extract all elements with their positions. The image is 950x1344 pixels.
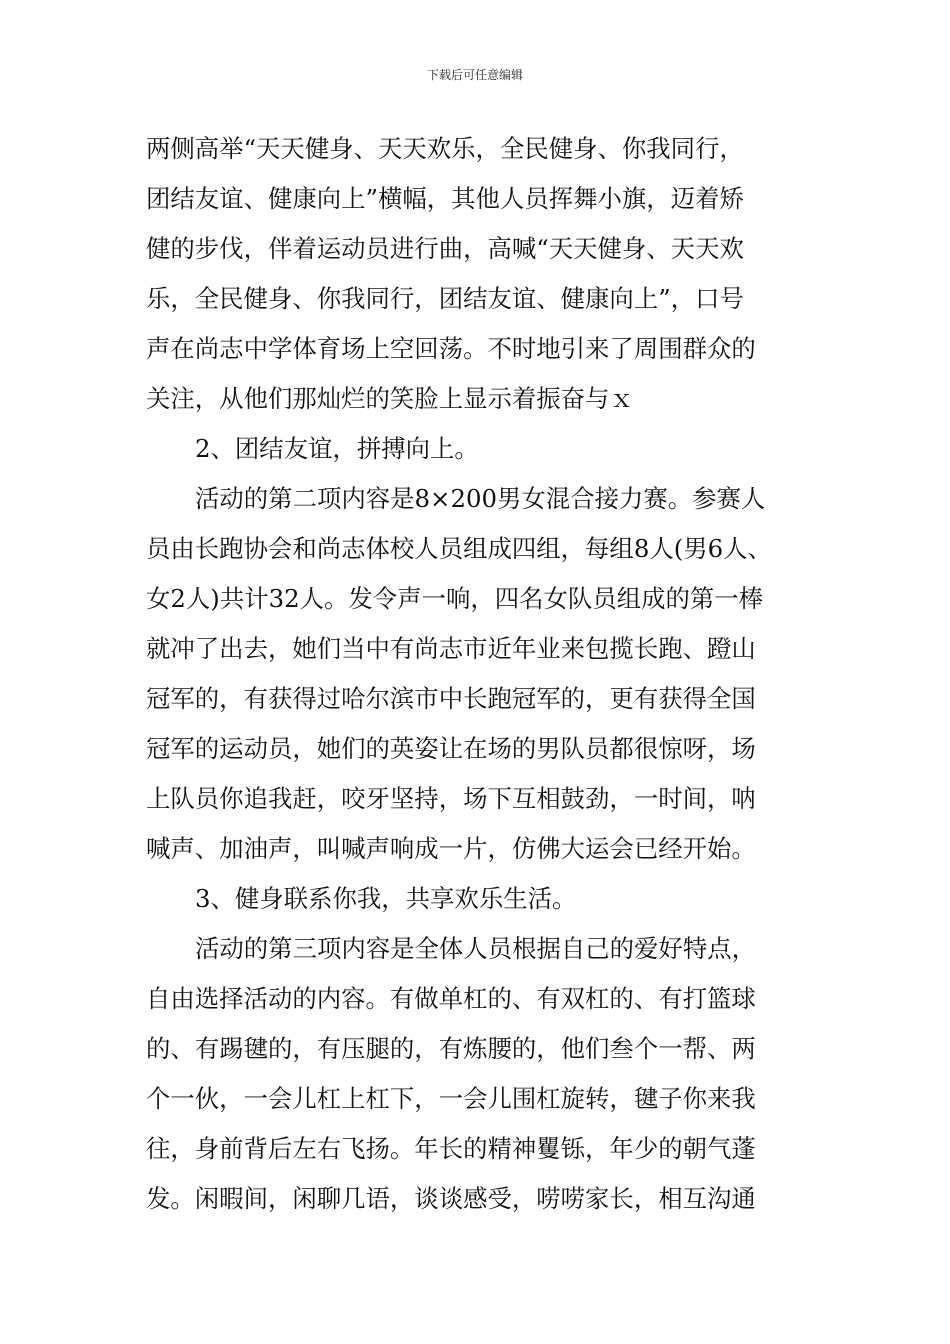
section-heading: 3、健身联系你我，共享欢乐生活。 [195,884,577,913]
text-line: 关注，从他们那灿烂的笑脸上显示着振奋与ｘ [146,384,634,413]
text-line: 两侧高举“天天健身、天天欢乐，全民健身、你我同行， [146,134,744,163]
text-line: 就冲了出去，她们当中有尚志市近年业来包揽长跑、蹬山 [146,634,756,663]
text-line: 员由长跑协会和尚志体校人员组成四组，每组8人(男6人、 [146,534,772,563]
text-line: 健的步伐，伴着运动员进行曲，高喊“天天健身、天天欢 [146,234,744,263]
page-header: 下载后可任意编辑 [426,68,523,82]
text-line: 往，身前背后左右飞扬。年长的精神矍铄，年少的朝气蓬 [146,1134,756,1163]
text-line: 自由选择活动的内容。有做单杠的、有双杠的、有打篮球 [146,984,756,1013]
section-heading: 2、团结友谊，拼搏向上。 [195,434,479,463]
text-line: 个一伙，一会儿杠上杠下，一会儿围杠旋转，毽子你来我 [146,1084,756,1113]
body-text [146,124,826,1224]
text-line: 的、有踢毽的，有压腿的，有炼腰的，他们叁个一帮、两 [146,1034,756,1063]
text-line: 团结友谊、健康向上”横幅，其他人员挥舞小旗，迈着矫 [146,184,744,213]
text-line: 喊声、加油声，叫喊声响成一片，仿佛大运会已经开始。 [146,834,756,863]
text-line: 声在尚志中学体育场上空回荡。不时地引来了周围群众的 [146,334,756,363]
text-line: 发。闲暇间，闲聊几语，谈谈感受，唠唠家长，相互沟通 [146,1184,756,1213]
text-line: 女2人)共计32人。发令声一响，四名女队员组成的第一棒 [146,584,764,613]
text-line: 活动的第二项内容是8×200男女混合接力赛。参赛人 [195,484,766,513]
text-line: 活动的第三项内容是全体人员根据自己的爱好特点， [195,934,756,963]
text-line: 乐，全民健身、你我同行，团结友谊、健康向上”，口号 [146,284,744,313]
text-line: 冠军的，有获得过哈尔滨市中长跑冠军的，更有获得全国 [146,684,756,713]
text-line: 冠军的运动员，她们的英姿让在场的男队员都很惊呀，场 [146,734,756,763]
text-line: 上队员你追我赶，咬牙坚持，场下互相鼓劲，一时间，呐 [146,784,756,813]
